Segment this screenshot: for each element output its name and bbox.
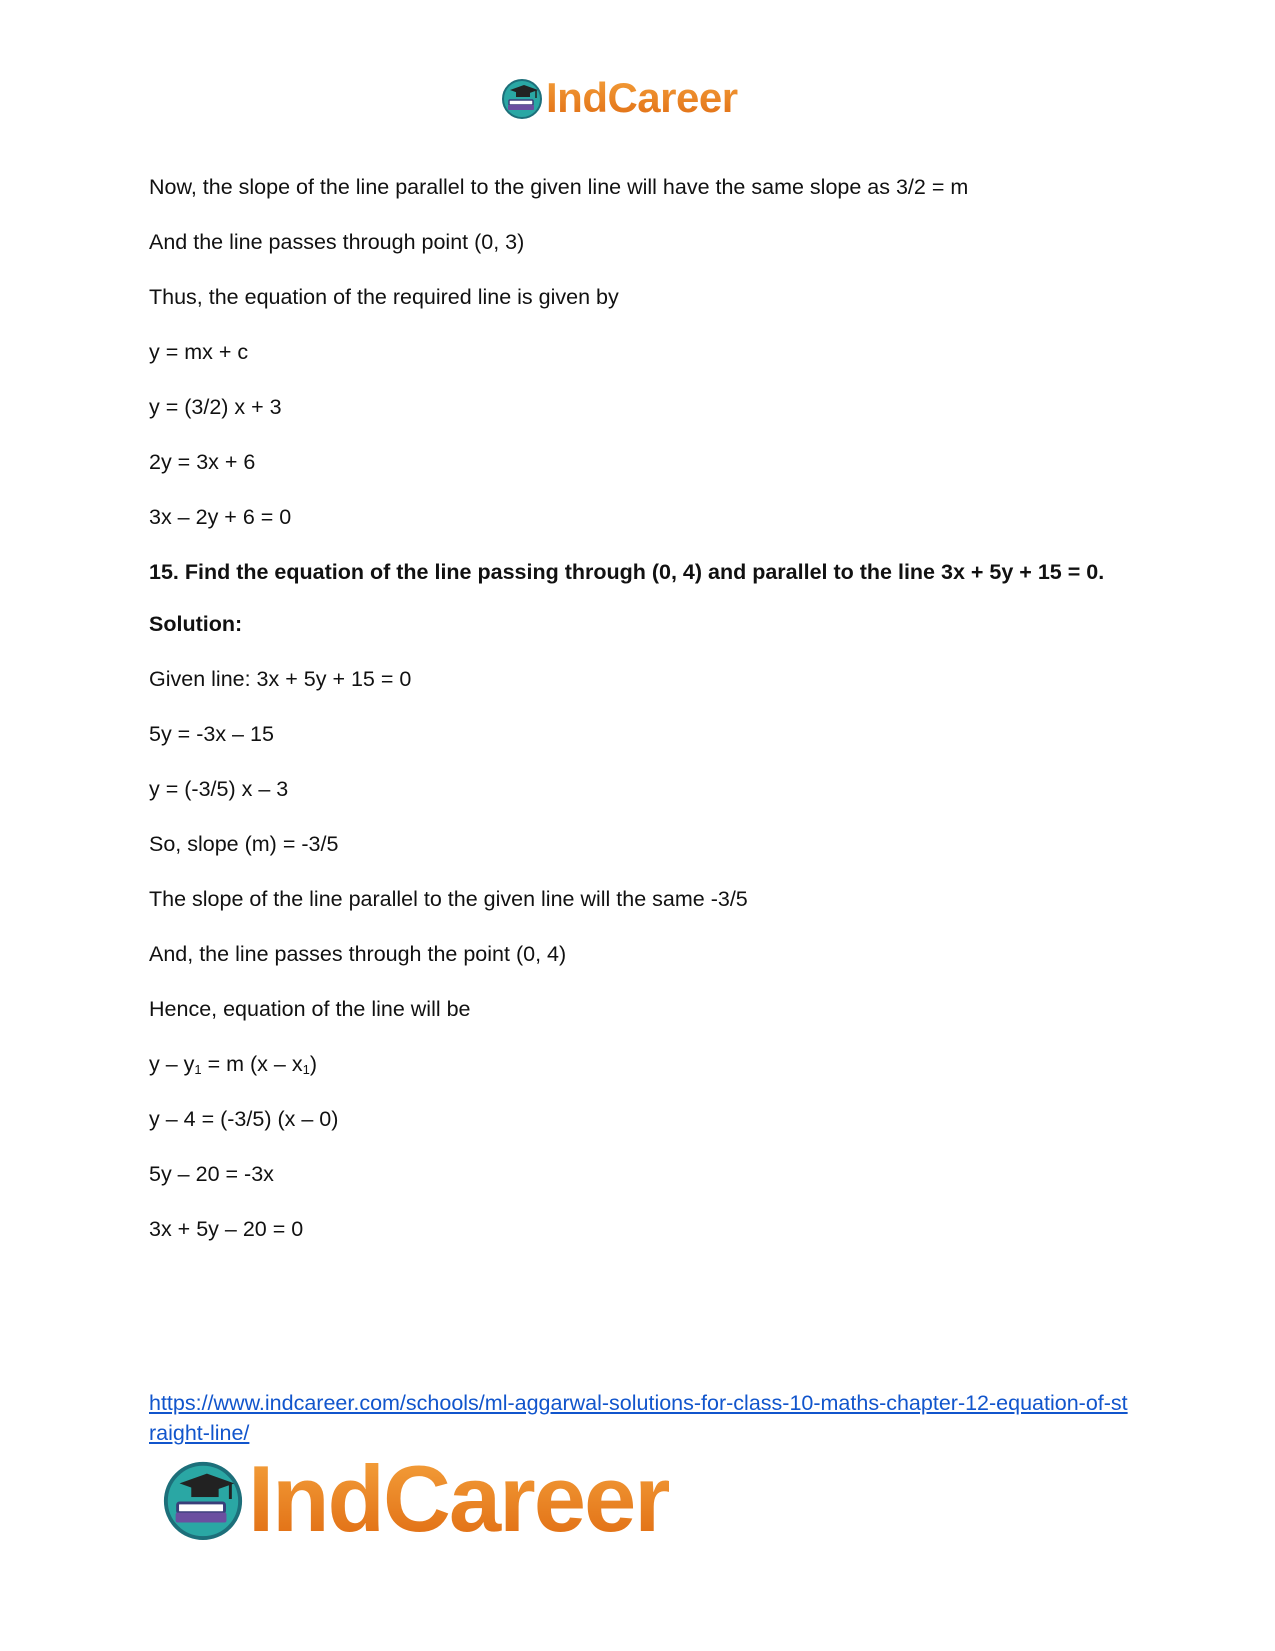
text-line: The slope of the line parallel to the given line will the same -3/5 bbox=[149, 887, 748, 911]
equation-line: y = (-3/5) x – 3 bbox=[149, 777, 289, 801]
brand-wordmark: IndCareer bbox=[546, 74, 738, 121]
solution-label: Solution: bbox=[149, 612, 243, 636]
text-line: Given line: 3x + 5y + 15 = 0 bbox=[149, 667, 412, 691]
equation-line: 5y – 20 = -3x bbox=[149, 1162, 274, 1186]
text-line: And the line passes through point (0, 3) bbox=[149, 230, 525, 254]
equation-line: y = mx + c bbox=[149, 340, 249, 364]
brand-wordmark: IndCareer bbox=[248, 1446, 669, 1551]
formula-middle: = m (x – x bbox=[201, 1052, 303, 1076]
equation-line: 3x – 2y + 6 = 0 bbox=[149, 505, 292, 529]
formula-subscript: 1 bbox=[302, 1062, 310, 1077]
graduation-books-globe-icon bbox=[160, 1456, 246, 1542]
formula-suffix: ) bbox=[309, 1052, 317, 1076]
graduation-books-globe-icon bbox=[500, 76, 544, 120]
text-line: And, the line passes through the point (0, 4) bbox=[149, 942, 567, 966]
equation-line: 3x + 5y – 20 = 0 bbox=[149, 1217, 304, 1241]
text-line: Now, the slope of the line parallel to the given line will have the same slope as 3/2 = m bbox=[149, 175, 969, 199]
equation-line: y = (3/2) x + 3 bbox=[149, 395, 282, 419]
equation-line: y – 4 = (-3/5) (x – 0) bbox=[149, 1107, 339, 1131]
question-heading: 15. Find the equation of the line passing through (0, 4) and parallel to the line 3x + 5y + 15 = 0. bbox=[149, 560, 1105, 584]
equation-line: 5y = -3x – 15 bbox=[149, 722, 274, 746]
text-line: So, slope (m) = -3/5 bbox=[149, 832, 339, 856]
text-line: Thus, the equation of the required line is given by bbox=[149, 285, 619, 309]
point-slope-formula bbox=[149, 1049, 1129, 1079]
document-body bbox=[149, 172, 1129, 1269]
formula-prefix: y – y bbox=[149, 1052, 195, 1076]
text-line: Hence, equation of the line will be bbox=[149, 997, 471, 1021]
indcareer-logo-footer bbox=[160, 1446, 669, 1551]
formula-subscript: 1 bbox=[194, 1062, 202, 1077]
footer-source-link[interactable]: https://www.indcareer.com/schools/ml-aggarwal-solutions-for-class-10-maths-chapter-12-equation-of-straight-line/ bbox=[149, 1391, 1128, 1445]
equation-line: 2y = 3x + 6 bbox=[149, 450, 256, 474]
indcareer-logo-header bbox=[500, 74, 738, 122]
